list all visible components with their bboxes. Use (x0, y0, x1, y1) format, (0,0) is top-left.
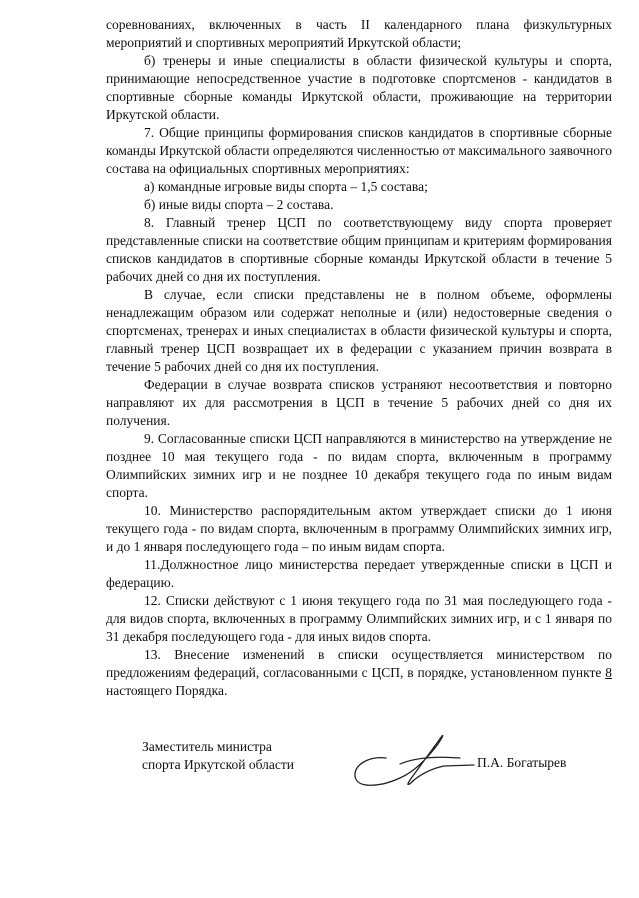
paragraph-7a-team-sports: а) командные игровые виды спорта – 1,5 состава; (144, 179, 428, 194)
paragraph-13-tail: настоящего Порядка. (106, 683, 228, 698)
signatory-title (142, 738, 294, 774)
signatory-title-line2: спорта Иркутской области (142, 757, 294, 772)
paragraph-13-changes (106, 646, 612, 700)
paragraph-7b-other-sports: б) иные виды спорта – 2 состава. (144, 197, 334, 212)
signatory-title-line1: Заместитель министра (142, 739, 272, 754)
document-body (106, 16, 612, 700)
paragraph-12-validity: 12. Списки действуют с 1 июня текущего года по 31 мая последующего года - для видов спорта, включенных в программу Олимпийских зимних игр, и с 1 января по 31 декабря последующего года - для иных видов спорта. (106, 593, 612, 644)
paragraph-13-reference: 8 (605, 665, 612, 680)
paragraph-continuation: соревнованиях, включенных в часть II календарного плана физкультурных мероприятий и спортивных мероприятий Иркутской области; (106, 17, 612, 50)
signatory-name: П.А. Богатырев (477, 755, 567, 770)
paragraph-13-text: 13. Внесение изменений в списки осуществляется министерством по предложениям федераций, согласованными с ЦСП, в порядке, установленном пункте (106, 647, 612, 680)
paragraph-11-transfer: 11.Должностное лицо министерства передает утвержденные списки в ЦСП и федерацию. (106, 557, 612, 590)
paragraph-6b-coaches: б) тренеры и иные специалисты в области физической культуры и спорта, принимающие непосредственное участие в подготовке спортсменов - кандидатов в спортивные сборные команды Иркутской области, проживающие на территории Иркутской области. (106, 53, 612, 122)
paragraph-8-return: В случае, если списки представлены не в полном объеме, оформлены ненадлежащим образом или содержат неполные и (или) недостоверные сведения о спортсменах, тренерах и иных специалистах в области физической культуры и спорта, главный тренер ЦСП возвращает их в федерации с указанием причин возврата в течение 5 рабочих дней со дня их поступления. (106, 287, 612, 374)
paragraph-9-approval: 9. Согласованные списки ЦСП направляются в министерство на утверждение не позднее 10 мая текущего года - по видам спорта, включенным в программу Олимпийских зимних игр и не позднее 10 декабря текущего года по иным видам спорта. (106, 431, 612, 500)
paragraph-8-resubmit: Федерации в случае возврата списков устраняют несоответствия и повторно направляют их для рассмотрения в ЦСП в течение 5 рабочих дней со дня их получения. (106, 377, 612, 428)
paragraph-8-check: 8. Главный тренер ЦСП по соответствующему виду спорта проверяет представленные списки на соответствие общим принципам и критериям формирования списков кандидатов в спортивные сборные команды Иркутской области в течение 5 рабочих дней со дня их поступления. (106, 215, 612, 284)
paragraph-7-principles: 7. Общие принципы формирования списков кандидатов в спортивные сборные команды Иркутской области определяются численностью от максимального заявочного состава на официальных спортивных мероприятиях: (106, 125, 612, 176)
paragraph-10-act: 10. Министерство распорядительным актом утверждает списки до 1 июня текущего года - по видам спорта, включенным в программу Олимпийских зимних игр, и до 1 января последующего года – по иным видам спорта. (106, 503, 612, 554)
handwritten-signature (348, 722, 478, 794)
